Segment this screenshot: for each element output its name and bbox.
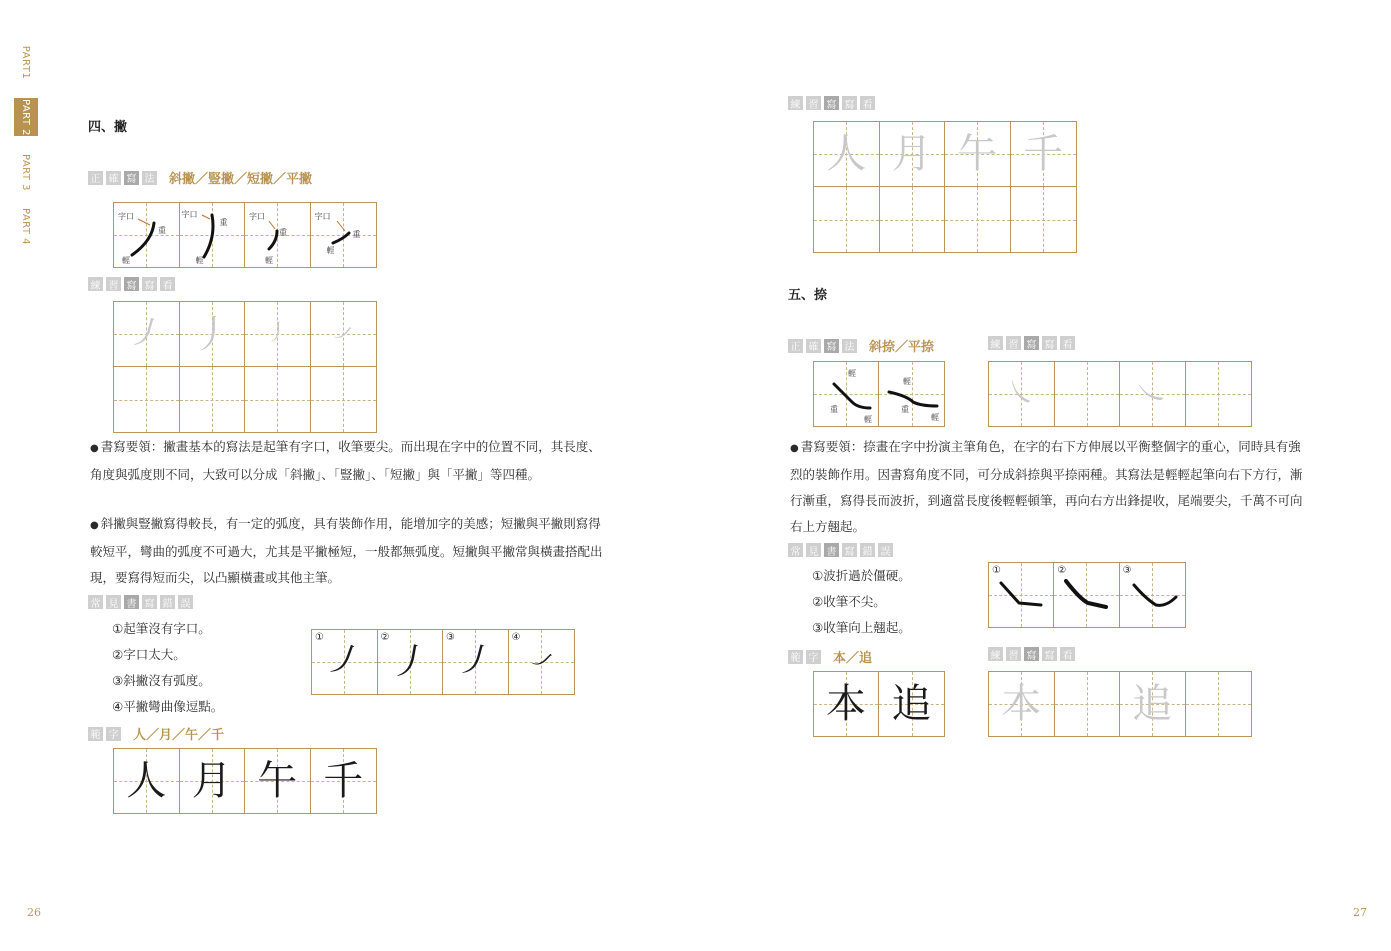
- correct-strokes-grid: [113, 202, 377, 268]
- label-practice-bottom: 練 習 寫 寫 看: [988, 647, 1078, 661]
- example-cell: 追: [879, 672, 944, 736]
- practice-cell[interactable]: 千: [1011, 122, 1077, 187]
- mistake-cell: ② 丿: [378, 630, 444, 694]
- mistake-cell: ②: [1054, 563, 1119, 627]
- writing-point-2: ● 斜撇與豎撇寫得較長，有一定的弧度，具有裝飾作用，能增加字的美感；短撇與平撇則寫得較短平，彎曲的弧度不可過大，尤其是平撇極短，一般都無弧度。短撇與平撇常與橫畫搭配出現，要寫得短而尖，以凸顯橫畫或其他主筆。: [90, 516, 603, 585]
- label-common-mistakes: 常 見 書 寫 錯 誤: [88, 595, 196, 609]
- practice-cell-empty[interactable]: [245, 367, 311, 432]
- mistake-list: [112, 616, 223, 720]
- practice-cell-empty[interactable]: [1011, 187, 1077, 252]
- practice-cell[interactable]: 追: [1120, 672, 1186, 736]
- mistakes-grid-pie: [311, 629, 575, 695]
- label-correct-writing: 正 確 寫 法 斜撇／豎撇／短撇／平撇: [88, 168, 312, 187]
- stroke-cell-slant-na: 輕 重 輕: [814, 362, 879, 426]
- practice-cell-empty[interactable]: [1055, 362, 1121, 426]
- mistake-item: ③收筆向上翹起。: [812, 620, 911, 635]
- example-grid-na: [813, 671, 945, 737]
- practice-cell-empty[interactable]: [1186, 362, 1252, 426]
- mistake-item: ①起筆沒有字口。: [112, 621, 211, 636]
- mistake-item: ①波折過於僵硬。: [812, 568, 911, 583]
- mistake-item: ②收筆不尖。: [812, 594, 886, 609]
- writing-point-1: ● 書寫要領：撇畫基本的寫法是起筆有字口，收筆要尖。而出現在字中的位置不同，其長度、角度與弧度則不同，大致可以分成「斜撇」、「豎撇」、「短撇」與「平撇」等四種。: [90, 439, 601, 482]
- practice-grid-pie[interactable]: [113, 301, 377, 433]
- correct-subtitle-na: 斜捺／平捺: [869, 340, 935, 355]
- correct-strokes-grid-na: [813, 361, 945, 427]
- side-tab-part1[interactable]: PART1: [20, 45, 32, 79]
- practice-cell[interactable]: 人: [814, 122, 880, 187]
- practice-cell[interactable]: 丿: [245, 302, 311, 367]
- mistake-cell: ④ 丿: [509, 630, 575, 694]
- practice-cell[interactable]: ㇏: [1120, 362, 1186, 426]
- section-heading-pie: 四、撇: [88, 120, 128, 135]
- label-practice: 練 習 寫 寫 看: [88, 277, 178, 291]
- practice-cell-empty[interactable]: [1186, 672, 1252, 736]
- mistake-cell: ① 丿: [312, 630, 378, 694]
- practice-cell[interactable]: 丿: [114, 302, 180, 367]
- practice-cell[interactable]: 本: [989, 672, 1055, 736]
- side-tab-part2[interactable]: PART 2: [14, 98, 38, 136]
- label-example-chars: 範 字 人／月／午／千: [88, 724, 224, 743]
- mistake-cell: ③: [1120, 563, 1185, 627]
- practice-cell[interactable]: 月: [880, 122, 946, 187]
- mistake-list-na: [812, 563, 911, 641]
- practice-grid-na[interactable]: [988, 361, 1252, 427]
- mistake-cell: ③ 丿: [443, 630, 509, 694]
- example-cell: 午: [245, 749, 311, 813]
- side-tab-part3[interactable]: PART 3: [20, 153, 32, 191]
- label-practice-top: 練 習 寫 寫 看: [788, 96, 878, 110]
- label-correct-writing-na: 正 確 寫 法 斜捺／平捺: [788, 336, 934, 355]
- page-number-right: 27: [1353, 906, 1367, 919]
- page-number-left: 26: [27, 906, 41, 919]
- example-grid-pie: [113, 748, 377, 814]
- mistakes-grid-na: [988, 562, 1186, 628]
- example-cell: 月: [180, 749, 246, 813]
- writing-point-na: ● 書寫要領：捺畫在字中扮演主筆角色，在字的右下方伸展以平衡整個字的重心，同時具有強烈的裝飾作用。因書寫角度不同，可分成斜捺與平捺兩種。其寫法是輕輕起筆向右下方行，漸行漸重，寫得長而波折，到適當長度後輕輕頓筆，再向右方出鋒提收，尾端要尖，千萬不可向右上方翹起。: [790, 439, 1303, 534]
- example-cell: 千: [311, 749, 377, 813]
- practice-cell-empty[interactable]: [1055, 672, 1121, 736]
- stroke-cell-vertical: 字口 重 輕: [180, 203, 246, 267]
- mistake-item: ④平撇彎曲像逗點。: [112, 699, 224, 714]
- practice-cell-empty[interactable]: [814, 187, 880, 252]
- practice-cell[interactable]: 丿: [180, 302, 246, 367]
- practice-cell-empty[interactable]: [180, 367, 246, 432]
- label-common-mistakes-na: 常 見 書 寫 錯 誤: [788, 543, 896, 557]
- practice-grid-examples[interactable]: [813, 121, 1077, 253]
- mistake-item: ②字口太大。: [112, 647, 186, 662]
- stroke-cell-short: 字口 重 輕: [245, 203, 311, 267]
- example-subtitle: 人／月／午／千: [133, 728, 225, 743]
- side-tab-part4[interactable]: PART 4: [20, 207, 32, 245]
- label-example-chars-na: 範 字 本／追: [788, 647, 872, 666]
- correct-subtitle: 斜撇／豎撇／短撇／平撇: [169, 172, 313, 187]
- practice-cell[interactable]: 丿: [311, 302, 377, 367]
- label-practice-na: 練 習 寫 寫 看: [988, 336, 1078, 350]
- stroke-cell-flat-na: 輕 重 輕: [879, 362, 944, 426]
- practice-cell-empty[interactable]: [114, 367, 180, 432]
- example-cell: 本: [814, 672, 879, 736]
- example-cell: 人: [114, 749, 180, 813]
- practice-cell-empty[interactable]: [945, 187, 1011, 252]
- practice-cell[interactable]: ㇏: [989, 362, 1055, 426]
- mistake-item: ③斜撇沒有弧度。: [112, 673, 211, 688]
- section-heading-na: 五、捺: [788, 288, 828, 303]
- stroke-cell-slant: 字口 重 輕: [114, 203, 180, 267]
- example-subtitle-na: 本／追: [833, 651, 873, 666]
- practice-cell[interactable]: 午: [945, 122, 1011, 187]
- practice-cell-empty[interactable]: [311, 367, 377, 432]
- mistake-cell: ①: [989, 563, 1054, 627]
- stroke-cell-flat: 字口 重 輕: [311, 203, 377, 267]
- practice-grid-bottom[interactable]: [988, 671, 1252, 737]
- practice-cell-empty[interactable]: [880, 187, 946, 252]
